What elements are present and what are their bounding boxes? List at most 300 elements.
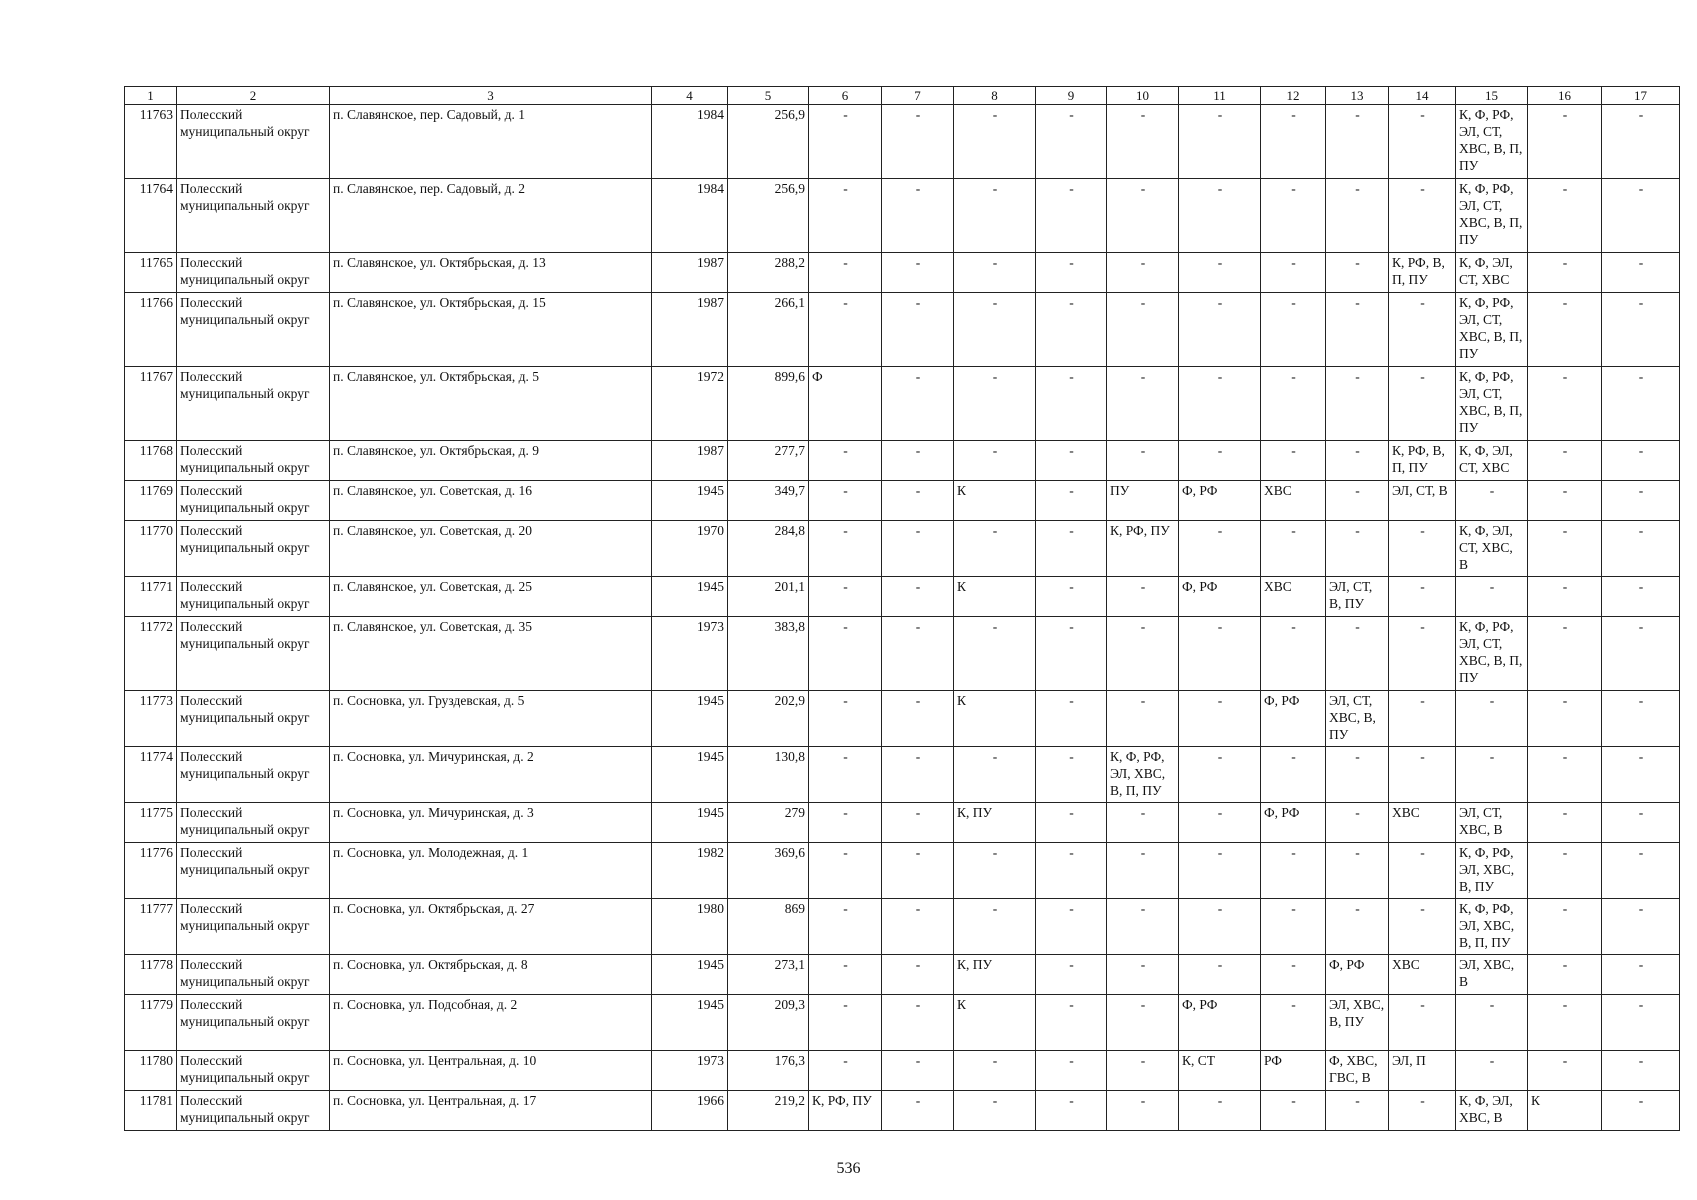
col-16-cell: - — [1528, 577, 1602, 617]
col-17-cell: - — [1602, 747, 1680, 803]
col-11-cell: Ф, РФ — [1179, 577, 1261, 617]
col-11-cell: - — [1179, 441, 1261, 481]
col-16-cell: - — [1528, 481, 1602, 521]
area-cell: 256,9 — [728, 105, 809, 179]
col-14-cell: - — [1389, 899, 1456, 955]
col-15-cell: К, Ф, РФ, ЭЛ, СТ, ХВС, В, П, ПУ — [1456, 179, 1528, 253]
col-6-cell: - — [809, 747, 882, 803]
column-header-2: 2 — [177, 87, 330, 105]
col-11-cell: - — [1179, 843, 1261, 899]
col-10-cell: - — [1107, 803, 1179, 843]
column-header-5: 5 — [728, 87, 809, 105]
col-12-cell: - — [1261, 899, 1326, 955]
col-10-cell: - — [1107, 899, 1179, 955]
col-12-cell: РФ — [1261, 1051, 1326, 1091]
col-15-cell: К, Ф, ЭЛ, СТ, ХВС — [1456, 253, 1528, 293]
col-16-cell: - — [1528, 441, 1602, 481]
col-13-cell: - — [1326, 105, 1389, 179]
table-row — [125, 441, 1680, 481]
table-row — [125, 577, 1680, 617]
municipality-cell: Полесский муниципальный округ — [177, 441, 330, 481]
area-cell: 273,1 — [728, 955, 809, 995]
col-12-cell: Ф, РФ — [1261, 691, 1326, 747]
area-cell: 176,3 — [728, 1051, 809, 1091]
col-8-cell: - — [954, 367, 1036, 441]
col-17-cell: - — [1602, 577, 1680, 617]
col-12-cell: - — [1261, 441, 1326, 481]
year-built-cell: 1945 — [652, 481, 728, 521]
col-8-cell: К — [954, 481, 1036, 521]
table-row — [125, 1091, 1680, 1131]
col-16-cell: - — [1528, 521, 1602, 577]
col-14-cell: - — [1389, 179, 1456, 253]
table-row — [125, 293, 1680, 367]
col-11-cell: - — [1179, 747, 1261, 803]
record-id-cell: 11780 — [125, 1051, 177, 1091]
col-12-cell: ХВС — [1261, 577, 1326, 617]
col-7-cell: - — [882, 105, 954, 179]
col-17-cell: - — [1602, 521, 1680, 577]
col-15-cell: - — [1456, 1051, 1528, 1091]
year-built-cell: 1970 — [652, 521, 728, 577]
col-10-cell: - — [1107, 441, 1179, 481]
address-cell: п. Славянское, ул. Октябрьская, д. 9 — [330, 441, 652, 481]
year-built-cell: 1945 — [652, 747, 728, 803]
address-cell: п. Сосновка, ул. Молодежная, д. 1 — [330, 843, 652, 899]
col-15-cell: К, Ф, ЭЛ, ХВС, В — [1456, 1091, 1528, 1131]
col-10-cell: ПУ — [1107, 481, 1179, 521]
col-10-cell: - — [1107, 577, 1179, 617]
col-6-cell: - — [809, 521, 882, 577]
record-id-cell: 11772 — [125, 617, 177, 691]
table-row — [125, 179, 1680, 253]
col-15-cell: ЭЛ, ХВС, В — [1456, 955, 1528, 995]
col-8-cell: - — [954, 179, 1036, 253]
page-number: 536 — [836, 1160, 861, 1177]
column-header-1: 1 — [125, 87, 177, 105]
col-17-cell: - — [1602, 367, 1680, 441]
col-8-cell: К — [954, 995, 1036, 1051]
col-9-cell: - — [1036, 367, 1107, 441]
table-row — [125, 843, 1680, 899]
col-12-cell: - — [1261, 995, 1326, 1051]
col-14-cell: - — [1389, 1091, 1456, 1131]
municipality-cell: Полесский муниципальный округ — [177, 577, 330, 617]
record-id-cell: 11781 — [125, 1091, 177, 1131]
col-17-cell: - — [1602, 253, 1680, 293]
year-built-cell: 1945 — [652, 691, 728, 747]
col-16-cell: - — [1528, 179, 1602, 253]
col-6-cell: - — [809, 293, 882, 367]
col-10-cell: - — [1107, 293, 1179, 367]
col-8-cell: К, ПУ — [954, 955, 1036, 995]
area-cell: 209,3 — [728, 995, 809, 1051]
col-12-cell: - — [1261, 367, 1326, 441]
col-14-cell: - — [1389, 105, 1456, 179]
col-8-cell: - — [954, 1051, 1036, 1091]
col-13-cell: - — [1326, 521, 1389, 577]
municipality-cell: Полесский муниципальный округ — [177, 995, 330, 1051]
col-13-cell: - — [1326, 179, 1389, 253]
col-6-cell: - — [809, 995, 882, 1051]
col-16-cell: К — [1528, 1091, 1602, 1131]
col-13-cell: - — [1326, 481, 1389, 521]
record-id-cell: 11777 — [125, 899, 177, 955]
col-11-cell: Ф, РФ — [1179, 995, 1261, 1051]
col-12-cell: Ф, РФ — [1261, 803, 1326, 843]
record-id-cell: 11766 — [125, 293, 177, 367]
column-header-15: 15 — [1456, 87, 1528, 105]
col-9-cell: - — [1036, 577, 1107, 617]
col-11-cell: - — [1179, 293, 1261, 367]
address-cell: п. Сосновка, ул. Октябрьская, д. 8 — [330, 955, 652, 995]
col-9-cell: - — [1036, 1051, 1107, 1091]
column-header-9: 9 — [1036, 87, 1107, 105]
municipality-cell: Полесский муниципальный округ — [177, 1051, 330, 1091]
col-14-cell: - — [1389, 577, 1456, 617]
table-row — [125, 1051, 1680, 1091]
col-9-cell: - — [1036, 747, 1107, 803]
col-15-cell: К, Ф, РФ, ЭЛ, СТ, ХВС, В, П, ПУ — [1456, 367, 1528, 441]
col-10-cell: - — [1107, 955, 1179, 995]
col-10-cell: - — [1107, 105, 1179, 179]
col-12-cell: - — [1261, 955, 1326, 995]
col-12-cell: - — [1261, 747, 1326, 803]
address-cell: п. Славянское, пер. Садовый, д. 1 — [330, 105, 652, 179]
col-8-cell: - — [954, 293, 1036, 367]
col-6-cell: - — [809, 843, 882, 899]
col-17-cell: - — [1602, 1091, 1680, 1131]
col-7-cell: - — [882, 747, 954, 803]
col-11-cell: - — [1179, 253, 1261, 293]
col-16-cell: - — [1528, 1051, 1602, 1091]
address-cell: п. Сосновка, ул. Центральная, д. 17 — [330, 1091, 652, 1131]
col-11-cell: - — [1179, 803, 1261, 843]
col-9-cell: - — [1036, 803, 1107, 843]
col-10-cell: - — [1107, 1091, 1179, 1131]
address-cell: п. Славянское, ул. Октябрьская, д. 13 — [330, 253, 652, 293]
col-11-cell: - — [1179, 1091, 1261, 1131]
col-17-cell: - — [1602, 105, 1680, 179]
col-13-cell: - — [1326, 843, 1389, 899]
col-12-cell: - — [1261, 843, 1326, 899]
address-cell: п. Сосновка, ул. Подсобная, д. 2 — [330, 995, 652, 1051]
year-built-cell: 1945 — [652, 995, 728, 1051]
year-built-cell: 1987 — [652, 293, 728, 367]
address-cell: п. Сосновка, ул. Груздевская, д. 5 — [330, 691, 652, 747]
col-7-cell: - — [882, 691, 954, 747]
col-15-cell: - — [1456, 577, 1528, 617]
col-13-cell: Ф, ХВС, ГВС, В — [1326, 1051, 1389, 1091]
col-16-cell: - — [1528, 747, 1602, 803]
address-cell: п. Сосновка, ул. Мичуринская, д. 3 — [330, 803, 652, 843]
col-7-cell: - — [882, 995, 954, 1051]
col-9-cell: - — [1036, 843, 1107, 899]
col-8-cell: - — [954, 105, 1036, 179]
col-6-cell: - — [809, 481, 882, 521]
col-13-cell: ЭЛ, СТ, ХВС, В, ПУ — [1326, 691, 1389, 747]
column-header-12: 12 — [1261, 87, 1326, 105]
address-cell: п. Сосновка, ул. Октябрьская, д. 27 — [330, 899, 652, 955]
col-7-cell: - — [882, 441, 954, 481]
municipality-cell: Полесский муниципальный округ — [177, 899, 330, 955]
col-12-cell: ХВС — [1261, 481, 1326, 521]
col-10-cell: - — [1107, 367, 1179, 441]
col-7-cell: - — [882, 481, 954, 521]
col-11-cell: - — [1179, 899, 1261, 955]
col-16-cell: - — [1528, 691, 1602, 747]
municipality-cell: Полесский муниципальный округ — [177, 367, 330, 441]
col-17-cell: - — [1602, 617, 1680, 691]
col-7-cell: - — [882, 253, 954, 293]
municipality-cell: Полесский муниципальный округ — [177, 843, 330, 899]
col-10-cell: - — [1107, 179, 1179, 253]
col-9-cell: - — [1036, 691, 1107, 747]
table-row — [125, 253, 1680, 293]
col-16-cell: - — [1528, 995, 1602, 1051]
address-cell: п. Сосновка, ул. Центральная, д. 10 — [330, 1051, 652, 1091]
col-17-cell: - — [1602, 803, 1680, 843]
col-14-cell: - — [1389, 521, 1456, 577]
col-12-cell: - — [1261, 105, 1326, 179]
col-8-cell: - — [954, 441, 1036, 481]
col-15-cell: - — [1456, 747, 1528, 803]
area-cell: 369,6 — [728, 843, 809, 899]
col-6-cell: - — [809, 441, 882, 481]
column-header-8: 8 — [954, 87, 1036, 105]
col-17-cell: - — [1602, 691, 1680, 747]
col-6-cell: - — [809, 179, 882, 253]
area-cell: 349,7 — [728, 481, 809, 521]
col-14-cell: - — [1389, 367, 1456, 441]
col-16-cell: - — [1528, 843, 1602, 899]
area-cell: 284,8 — [728, 521, 809, 577]
col-7-cell: - — [882, 521, 954, 577]
col-14-cell: К, РФ, В, П, ПУ — [1389, 253, 1456, 293]
col-17-cell: - — [1602, 955, 1680, 995]
col-8-cell: - — [954, 747, 1036, 803]
col-6-cell: Ф — [809, 367, 882, 441]
year-built-cell: 1966 — [652, 1091, 728, 1131]
year-built-cell: 1945 — [652, 955, 728, 995]
area-cell: 201,1 — [728, 577, 809, 617]
column-header-10: 10 — [1107, 87, 1179, 105]
table-row — [125, 955, 1680, 995]
col-9-cell: - — [1036, 179, 1107, 253]
col-10-cell: К, РФ, ПУ — [1107, 521, 1179, 577]
record-id-cell: 11771 — [125, 577, 177, 617]
col-17-cell: - — [1602, 179, 1680, 253]
col-11-cell: - — [1179, 179, 1261, 253]
record-id-cell: 11770 — [125, 521, 177, 577]
area-cell: 266,1 — [728, 293, 809, 367]
area-cell: 383,8 — [728, 617, 809, 691]
year-built-cell: 1945 — [652, 577, 728, 617]
record-id-cell: 11765 — [125, 253, 177, 293]
col-11-cell: - — [1179, 105, 1261, 179]
col-17-cell: - — [1602, 1051, 1680, 1091]
address-cell: п. Славянское, пер. Садовый, д. 2 — [330, 179, 652, 253]
col-9-cell: - — [1036, 105, 1107, 179]
col-16-cell: - — [1528, 367, 1602, 441]
col-10-cell: К, Ф, РФ, ЭЛ, ХВС, В, П, ПУ — [1107, 747, 1179, 803]
col-6-cell: - — [809, 253, 882, 293]
col-11-cell: - — [1179, 617, 1261, 691]
record-id-cell: 11763 — [125, 105, 177, 179]
table-row — [125, 617, 1680, 691]
area-cell: 202,9 — [728, 691, 809, 747]
col-17-cell: - — [1602, 843, 1680, 899]
col-7-cell: - — [882, 577, 954, 617]
col-7-cell: - — [882, 955, 954, 995]
col-15-cell: - — [1456, 691, 1528, 747]
area-cell: 869 — [728, 899, 809, 955]
col-10-cell: - — [1107, 253, 1179, 293]
col-11-cell: К, СТ — [1179, 1051, 1261, 1091]
col-13-cell: Ф, РФ — [1326, 955, 1389, 995]
col-9-cell: - — [1036, 521, 1107, 577]
col-17-cell: - — [1602, 293, 1680, 367]
col-15-cell: К, Ф, РФ, ЭЛ, СТ, ХВС, В, П, ПУ — [1456, 105, 1528, 179]
col-15-cell: - — [1456, 995, 1528, 1051]
col-14-cell: - — [1389, 691, 1456, 747]
record-id-cell: 11776 — [125, 843, 177, 899]
table-row — [125, 367, 1680, 441]
col-9-cell: - — [1036, 481, 1107, 521]
municipality-cell: Полесский муниципальный округ — [177, 691, 330, 747]
col-14-cell: - — [1389, 617, 1456, 691]
col-13-cell: - — [1326, 617, 1389, 691]
col-10-cell: - — [1107, 617, 1179, 691]
year-built-cell: 1973 — [652, 1051, 728, 1091]
col-14-cell: - — [1389, 293, 1456, 367]
area-cell: 219,2 — [728, 1091, 809, 1131]
column-header-7: 7 — [882, 87, 954, 105]
area-cell: 288,2 — [728, 253, 809, 293]
year-built-cell: 1984 — [652, 105, 728, 179]
col-9-cell: - — [1036, 253, 1107, 293]
col-12-cell: - — [1261, 1091, 1326, 1131]
col-13-cell: - — [1326, 293, 1389, 367]
area-cell: 277,7 — [728, 441, 809, 481]
col-16-cell: - — [1528, 955, 1602, 995]
col-12-cell: - — [1261, 617, 1326, 691]
address-cell: п. Сосновка, ул. Мичуринская, д. 2 — [330, 747, 652, 803]
record-id-cell: 11769 — [125, 481, 177, 521]
table-row — [125, 747, 1680, 803]
table-row — [125, 803, 1680, 843]
col-8-cell: К — [954, 577, 1036, 617]
col-12-cell: - — [1261, 179, 1326, 253]
municipality-cell: Полесский муниципальный округ — [177, 481, 330, 521]
col-11-cell: - — [1179, 691, 1261, 747]
col-7-cell: - — [882, 1091, 954, 1131]
col-9-cell: - — [1036, 899, 1107, 955]
col-15-cell: ЭЛ, СТ, ХВС, В — [1456, 803, 1528, 843]
col-17-cell: - — [1602, 995, 1680, 1051]
col-10-cell: - — [1107, 995, 1179, 1051]
col-17-cell: - — [1602, 481, 1680, 521]
col-16-cell: - — [1528, 803, 1602, 843]
address-cell: п. Славянское, ул. Советская, д. 25 — [330, 577, 652, 617]
address-cell: п. Славянское, ул. Советская, д. 35 — [330, 617, 652, 691]
col-12-cell: - — [1261, 293, 1326, 367]
col-11-cell: - — [1179, 521, 1261, 577]
col-13-cell: - — [1326, 367, 1389, 441]
col-9-cell: - — [1036, 441, 1107, 481]
municipality-cell: Полесский муниципальный округ — [177, 521, 330, 577]
col-15-cell: К, Ф, ЭЛ, СТ, ХВС, В — [1456, 521, 1528, 577]
record-id-cell: 11764 — [125, 179, 177, 253]
col-17-cell: - — [1602, 441, 1680, 481]
area-cell: 256,9 — [728, 179, 809, 253]
year-built-cell: 1984 — [652, 179, 728, 253]
col-13-cell: - — [1326, 253, 1389, 293]
col-6-cell: - — [809, 617, 882, 691]
col-13-cell: ЭЛ, СТ, В, ПУ — [1326, 577, 1389, 617]
address-cell: п. Славянское, ул. Октябрьская, д. 5 — [330, 367, 652, 441]
record-id-cell: 11779 — [125, 995, 177, 1051]
col-15-cell: К, Ф, РФ, ЭЛ, ХВС, В, ПУ — [1456, 843, 1528, 899]
col-11-cell: - — [1179, 367, 1261, 441]
col-15-cell: К, Ф, ЭЛ, СТ, ХВС — [1456, 441, 1528, 481]
address-cell: п. Славянское, ул. Советская, д. 20 — [330, 521, 652, 577]
municipality-cell: Полесский муниципальный округ — [177, 617, 330, 691]
col-15-cell: К, Ф, РФ, ЭЛ, ХВС, В, П, ПУ — [1456, 899, 1528, 955]
col-13-cell: - — [1326, 803, 1389, 843]
year-built-cell: 1980 — [652, 899, 728, 955]
col-7-cell: - — [882, 843, 954, 899]
col-6-cell: - — [809, 803, 882, 843]
municipality-cell: Полесский муниципальный округ — [177, 293, 330, 367]
record-id-cell: 11767 — [125, 367, 177, 441]
col-9-cell: - — [1036, 293, 1107, 367]
year-built-cell: 1973 — [652, 617, 728, 691]
area-cell: 899,6 — [728, 367, 809, 441]
record-id-cell: 11774 — [125, 747, 177, 803]
col-8-cell: - — [954, 1091, 1036, 1131]
area-cell: 279 — [728, 803, 809, 843]
table-row — [125, 481, 1680, 521]
col-11-cell: - — [1179, 955, 1261, 995]
col-14-cell: ЭЛ, СТ, В — [1389, 481, 1456, 521]
year-built-cell: 1987 — [652, 253, 728, 293]
column-header-3: 3 — [330, 87, 652, 105]
col-6-cell: - — [809, 105, 882, 179]
table-row — [125, 995, 1680, 1051]
col-7-cell: - — [882, 899, 954, 955]
col-7-cell: - — [882, 367, 954, 441]
col-7-cell: - — [882, 293, 954, 367]
col-7-cell: - — [882, 803, 954, 843]
col-14-cell: ЭЛ, П — [1389, 1051, 1456, 1091]
col-8-cell: - — [954, 899, 1036, 955]
col-13-cell: - — [1326, 441, 1389, 481]
municipality-cell: Полесский муниципальный округ — [177, 253, 330, 293]
col-15-cell: К, Ф, РФ, ЭЛ, СТ, ХВС, В, П, ПУ — [1456, 293, 1528, 367]
table-row — [125, 691, 1680, 747]
col-11-cell: Ф, РФ — [1179, 481, 1261, 521]
col-16-cell: - — [1528, 293, 1602, 367]
column-header-16: 16 — [1528, 87, 1602, 105]
table-row — [125, 899, 1680, 955]
col-14-cell: К, РФ, В, П, ПУ — [1389, 441, 1456, 481]
col-9-cell: - — [1036, 617, 1107, 691]
col-6-cell: - — [809, 955, 882, 995]
column-number-header-row — [125, 87, 1680, 105]
col-10-cell: - — [1107, 843, 1179, 899]
col-12-cell: - — [1261, 521, 1326, 577]
